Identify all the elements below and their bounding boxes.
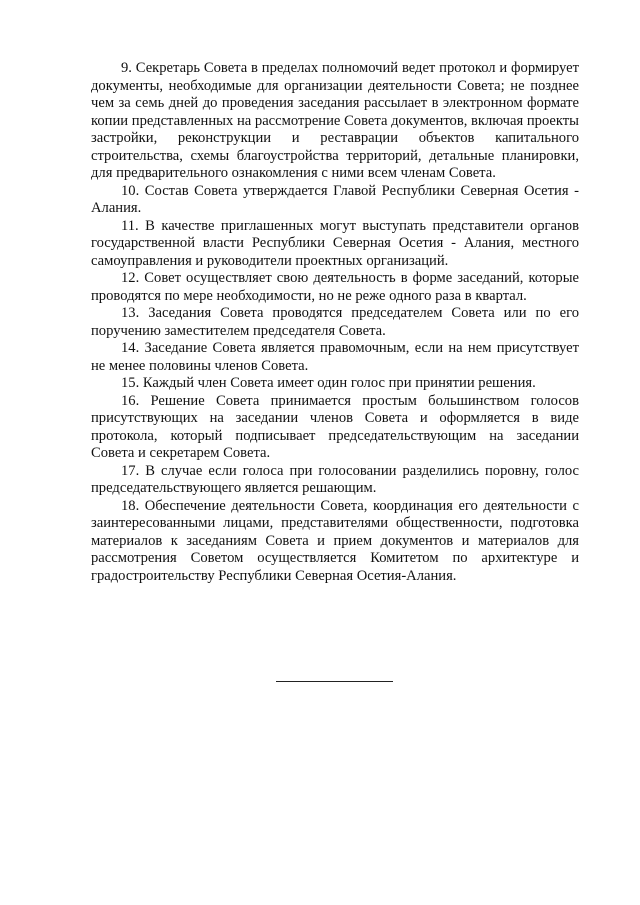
paragraph-16: 16. Решение Совета принимается простым большинством голосов присутствующих на заседании членов Совета и оформляется в виде протокола, который подписывает председательствующим на заседании Совета и секретарем Совета. (91, 392, 579, 461)
paragraph-14: 14. Заседание Совета является правомочным, если на нем присутствует не менее половины членов Совета. (91, 340, 579, 374)
paragraph-13: 13. Заседания Совета проводятся председателем Совета или по его поручению заместителем председателя Совета. (91, 305, 579, 339)
end-separator-line (276, 681, 393, 682)
paragraph-18: 18. Обеспечение деятельности Совета, координация его деятельности с заинтересованными лицами, представителями общественности, подготовка материалов к заседаниям Совета и прием документов и материалов для рассмотрения Советом осуществляется Комитетом по архитектуре и градостроительству Республики Северная Осетия-Алания. (91, 497, 579, 584)
paragraph-17: 17. В случае если голоса при голосовании разделились поровну, голос председательствующего является решающим. (91, 462, 579, 496)
paragraph-15: 15. Каждый член Совета имеет один голос при принятии решения. (121, 375, 536, 391)
paragraph-12: 12. Совет осуществляет свою деятельность в форме заседаний, которые проводятся по мере необходимости, но не реже одного раза в квартал. (91, 270, 579, 304)
paragraph-10: 10. Состав Совета утверждается Главой Республики Северная Осетия - Алания. (91, 182, 579, 216)
document-body (91, 60, 579, 585)
paragraph-11: 11. В качестве приглашенных могут выступать представители органов государственной власти Республики Северная Осетия - Алания, местного самоуправления и руководители проектных организаций. (91, 217, 579, 269)
paragraph-9: 9. Секретарь Совета в пределах полномочий ведет протокол и формирует документы, необходимые для организации деятельности Совета; не позднее чем за семь дней до проведения заседания рассылает в электронном формате копии представленных на рассмотрение Совета документов, включая проекты застройки, реконструкции и реставрации объектов капитального строительства, схемы благоустройства территорий, детальные планировки, для предварительного ознакомления с ними всем членам Совета. (91, 60, 579, 181)
